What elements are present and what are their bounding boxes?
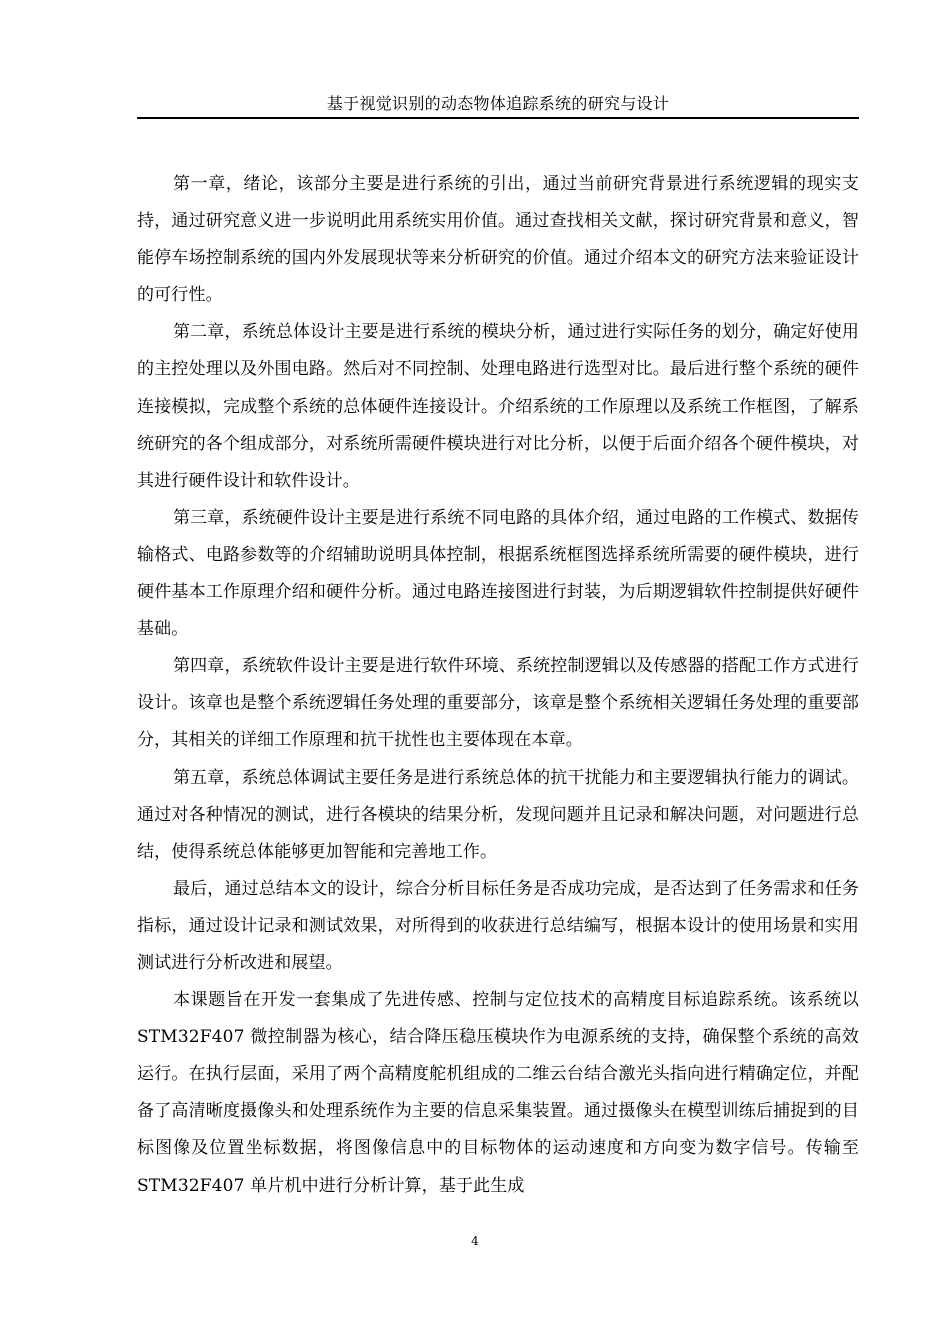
body-text <box>137 166 859 1205</box>
paragraph-chapter-2: 第二章，系统总体设计主要是进行系统的模块分析，通过进行实际任务的划分，确定好使用的主控处理以及外围电路。然后对不同控制、处理电路进行选型对比。最后进行整个系统的硬件连接模拟，完成整个系统的总体硬件连接设计。介绍系统的工作原理以及系统工作框图，了解系统研究的各个组成部分，对系统所需硬件模块进行对比分析，以便于后面介绍各个硬件模块，对其进行硬件设计和软件设计。 <box>137 322 859 491</box>
paragraph-chapter-3: 第三章，系统硬件设计主要是进行系统不同电路的具体介绍，通过电路的工作模式、数据传输格式、电路参数等的介绍辅助说明具体控制，根据系统框图选择系统所需要的硬件模块，进行硬件基本工作原理介绍和硬件分析。通过电路连接图进行封装，为后期逻辑软件控制提供好硬件基础。 <box>137 507 859 640</box>
paragraph-project-overview: 本课题旨在开发一套集成了先进传感、控制与定位技术的高精度目标追踪系统。该系统以 STM32F407 微控制器为核心，结合降压稳压模块作为电源系统的支持，确保整个系统的高效运行。在执行层面，采用了两个高精度舵机组成的二维云台结合激光头指向进行精确定位，并配备了高清晰度摄像头和处理系统作为主要的信息采集装置。通过摄像头在模型训练后捕捉到的目标图像及位置坐标数据，将图像信息中的目标物体的运动速度和方向变为数字信号。传输至 STM32F407 单片机中进行分析计算，基于此生成 <box>137 990 859 1196</box>
header-divider <box>137 117 859 119</box>
page-number: 4 <box>471 1234 479 1248</box>
paragraph-chapter-5: 第五章，系统总体调试主要任务是进行系统总体的抗干扰能力和主要逻辑执行能力的调试。通过对各种情况的测试，进行各模块的结果分析，发现问题并且记录和解决问题，对问题进行总结，使得系统总体能够更加智能和完善地工作。 <box>137 767 859 862</box>
paragraph-conclusion: 最后，通过总结本文的设计，综合分析目标任务是否成功完成，是否达到了任务需求和任务指标，通过设计记录和测试效果，对所得到的收获进行总结编写，根据本设计的使用场景和实用测试进行分析改进和展望。 <box>137 878 859 973</box>
paragraph-chapter-1: 第一章，绪论，该部分主要是进行系统的引出，通过当前研究背景进行系统逻辑的现实支持，通过研究意义进一步说明此用系统实用价值。通过查找相关文献，探讨研究背景和意义，智能停车场控制系统的国内外发展现状等来分析研究的价值。通过介绍本文的研究方法来验证设计的可行性。 <box>137 174 859 306</box>
running-header-title: 基于视觉识别的动态物体追踪系统的研究与设计 <box>326 94 670 113</box>
paragraph-chapter-4: 第四章，系统软件设计主要是进行软件环境、系统控制逻辑以及传感器的搭配工作方式进行设计。该章也是整个系统逻辑任务处理的重要部分，该章是整个系统相关逻辑任务处理的重要部分，其相关的详细工作原理和抗干扰性也主要体现在本章。 <box>137 656 859 751</box>
